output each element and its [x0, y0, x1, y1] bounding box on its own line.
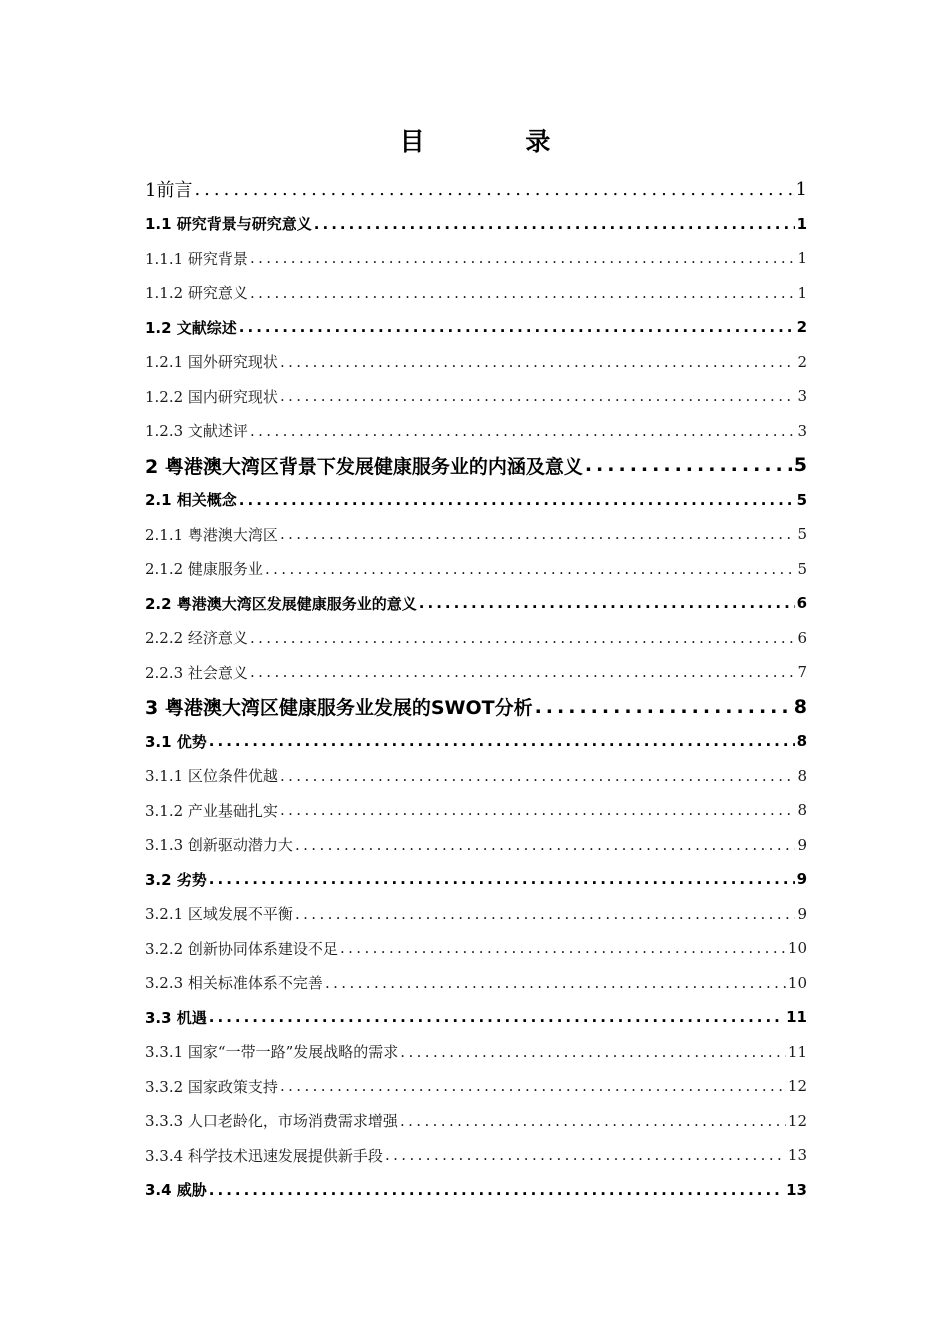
toc-entry-page-number: 5: [797, 525, 807, 544]
toc-entry-label: 3.2.3 相关标准体系不完善: [145, 974, 323, 993]
toc-entry[interactable]: [145, 828, 807, 863]
toc-entry-page-number: 6: [797, 628, 807, 647]
toc-entry-label: 3.2 劣势: [145, 870, 207, 889]
toc-entry[interactable]: [145, 621, 807, 656]
toc-leader-dots: [239, 318, 795, 336]
toc-entry[interactable]: [145, 414, 807, 449]
toc-entry-label: 3.1.1 区位条件优越: [145, 767, 278, 786]
toc-entry[interactable]: [145, 724, 807, 759]
toc-entry-page-number: 8: [797, 766, 807, 785]
toc-entry-label: 2.1 相关概念: [145, 491, 237, 510]
toc-leader-dots: [209, 870, 795, 888]
toc-leader-dots: [280, 353, 796, 371]
toc-entry-label: 3.1 优势: [145, 732, 207, 751]
toc-entry-label: 1.2 文献综述: [145, 318, 237, 337]
toc-entry[interactable]: [145, 207, 807, 242]
toc-entry-page-number: 5: [797, 559, 807, 578]
toc-leader-dots: [295, 905, 796, 923]
toc-entry[interactable]: [145, 1104, 807, 1139]
toc-leader-dots: [280, 387, 796, 405]
toc-entry-label: 3.3 机遇: [145, 1008, 207, 1027]
toc-entry-label: 2.1.2 健康服务业: [145, 560, 263, 579]
toc-entry-page-number: 8: [796, 732, 807, 751]
toc-entry-page-number: 10: [787, 973, 807, 992]
toc-leader-dots: [280, 801, 796, 819]
toc-entry-page-number: 12: [787, 1111, 807, 1130]
toc-entry-page-number: 1: [795, 178, 807, 200]
toc-entry[interactable]: [145, 655, 807, 690]
toc-leader-dots: [419, 594, 795, 612]
toc-entry-label: 3.1.2 产业基础扎实: [145, 801, 278, 820]
toc-leader-dots: [209, 732, 795, 750]
toc-entry[interactable]: [145, 310, 807, 345]
toc-entry-page-number: 5: [793, 454, 807, 477]
toc-entry[interactable]: [145, 379, 807, 414]
toc-entry-label: 1.2.1 国外研究现状: [145, 353, 278, 372]
toc-entry-page-number: 11: [787, 1042, 807, 1061]
toc-entry[interactable]: [145, 483, 807, 518]
toc-entry[interactable]: [145, 517, 807, 552]
toc-entry-page-number: 12: [787, 1077, 807, 1096]
toc-entry-label: 1.2.3 文献述评: [145, 422, 248, 441]
toc-entry-page-number: 8: [797, 801, 807, 820]
toc-entry-label: 3.1.3 创新驱动潜力大: [145, 836, 293, 855]
toc-leader-dots: [385, 1146, 786, 1164]
toc-entry-label: 3.3.3 人口老龄化，市场消费需求增强: [145, 1112, 398, 1131]
toc-entry[interactable]: [145, 172, 807, 207]
toc-entry-page-number: 13: [787, 1146, 807, 1165]
toc-entry[interactable]: [145, 1000, 807, 1035]
toc-entry-label: 1.1.1 研究背景: [145, 249, 248, 268]
toc-entry[interactable]: [145, 1173, 807, 1208]
toc-entry[interactable]: [145, 552, 807, 587]
toc-entry[interactable]: [145, 862, 807, 897]
toc-entry[interactable]: [145, 345, 807, 380]
toc-entry[interactable]: [145, 241, 807, 276]
toc-leader-dots: [280, 767, 796, 785]
toc-entry[interactable]: [145, 1069, 807, 1104]
toc-leader-dots: [239, 491, 795, 509]
toc-entry-page-number: 13: [786, 1180, 807, 1199]
toc-list: [145, 172, 807, 1207]
toc-entry-label: 3.4 威胁: [145, 1181, 207, 1200]
toc-leader-dots: [250, 629, 796, 647]
toc-entry-page-number: 1: [797, 249, 807, 268]
toc-leader-dots: [325, 974, 786, 992]
toc-entry-page-number: 3: [797, 421, 807, 440]
toc-entry-page-number: 11: [786, 1008, 807, 1027]
toc-entry-page-number: 9: [797, 904, 807, 923]
toc-entry[interactable]: [145, 966, 807, 1001]
toc-entry-page-number: 2: [797, 352, 807, 371]
toc-entry-page-number: 9: [797, 835, 807, 854]
toc-entry-page-number: 1: [796, 214, 807, 233]
toc-entry[interactable]: [145, 1035, 807, 1070]
toc-entry-page-number: 8: [793, 695, 807, 718]
toc-entry-label: 3.3.2 国家政策支持: [145, 1077, 278, 1096]
toc-entry[interactable]: [145, 690, 807, 725]
toc-entry-page-number: 9: [796, 870, 807, 889]
toc-leader-dots: [209, 1181, 784, 1199]
toc-entry-label: 2 粤港澳大湾区背景下发展健康服务业的内涵及意义: [145, 455, 583, 478]
toc-entry[interactable]: [145, 931, 807, 966]
toc-entry-page-number: 2: [796, 318, 807, 337]
toc-entry-page-number: 1: [797, 283, 807, 302]
toc-entry-page-number: 6: [796, 594, 807, 613]
toc-leader-dots: [209, 1008, 784, 1026]
toc-entry-label: 3.2.2 创新协同体系建设不足: [145, 939, 338, 958]
toc-leader-dots: [280, 1077, 786, 1095]
toc-entry-label: 1.1 研究背景与研究意义: [145, 215, 312, 234]
toc-entry[interactable]: [145, 276, 807, 311]
toc-leader-dots: [295, 836, 796, 854]
toc-entry-label: 2.1.1 粤港澳大湾区: [145, 525, 278, 544]
toc-leader-dots: [265, 560, 796, 578]
toc-entry[interactable]: [145, 586, 807, 621]
toc-entry[interactable]: [145, 1138, 807, 1173]
toc-leader-dots: [250, 249, 796, 267]
toc-entry[interactable]: [145, 793, 807, 828]
toc-leader-dots: [400, 1112, 786, 1130]
toc-entry-label: 3.3.4 科学技术迅速发展提供新手段: [145, 1146, 383, 1165]
toc-leader-dots: [194, 179, 793, 200]
toc-entry-page-number: 10: [787, 939, 807, 958]
toc-entry-page-number: 7: [797, 663, 807, 682]
toc-entry-label: 3 粤港澳大湾区健康服务业发展的SWOT分析: [145, 697, 533, 720]
toc-leader-dots: [314, 215, 795, 233]
toc-leader-dots: [535, 696, 792, 718]
toc-entry-label: 2.2.3 社会意义: [145, 663, 248, 682]
toc-entry[interactable]: [145, 897, 807, 932]
toc-entry-label: 1前言: [145, 180, 193, 202]
toc-title: 目 录: [399, 127, 597, 156]
toc-leader-dots: [280, 525, 796, 543]
toc-entry-label: 2.2.2 经济意义: [145, 629, 248, 648]
toc-entry-label: 2.2 粤港澳大湾区发展健康服务业的意义: [145, 594, 417, 613]
toc-entry[interactable]: [145, 759, 807, 794]
toc-leader-dots: [250, 284, 796, 302]
toc-leader-dots: [250, 663, 796, 681]
toc-entry-page-number: 3: [797, 387, 807, 406]
toc-entry-label: 3.2.1 区域发展不平衡: [145, 905, 293, 924]
toc-leader-dots: [400, 1043, 786, 1061]
toc-leader-dots: [250, 422, 796, 440]
toc-entry-label: 3.3.1 国家“一带一路”发展战略的需求: [145, 1043, 399, 1062]
toc-leader-dots: [340, 939, 786, 957]
toc-entry-label: 1.1.2 研究意义: [145, 284, 248, 303]
toc-entry[interactable]: [145, 448, 807, 483]
toc-leader-dots: [585, 454, 792, 476]
toc-entry-page-number: 5: [796, 490, 807, 509]
toc-entry-label: 1.2.2 国内研究现状: [145, 387, 278, 406]
